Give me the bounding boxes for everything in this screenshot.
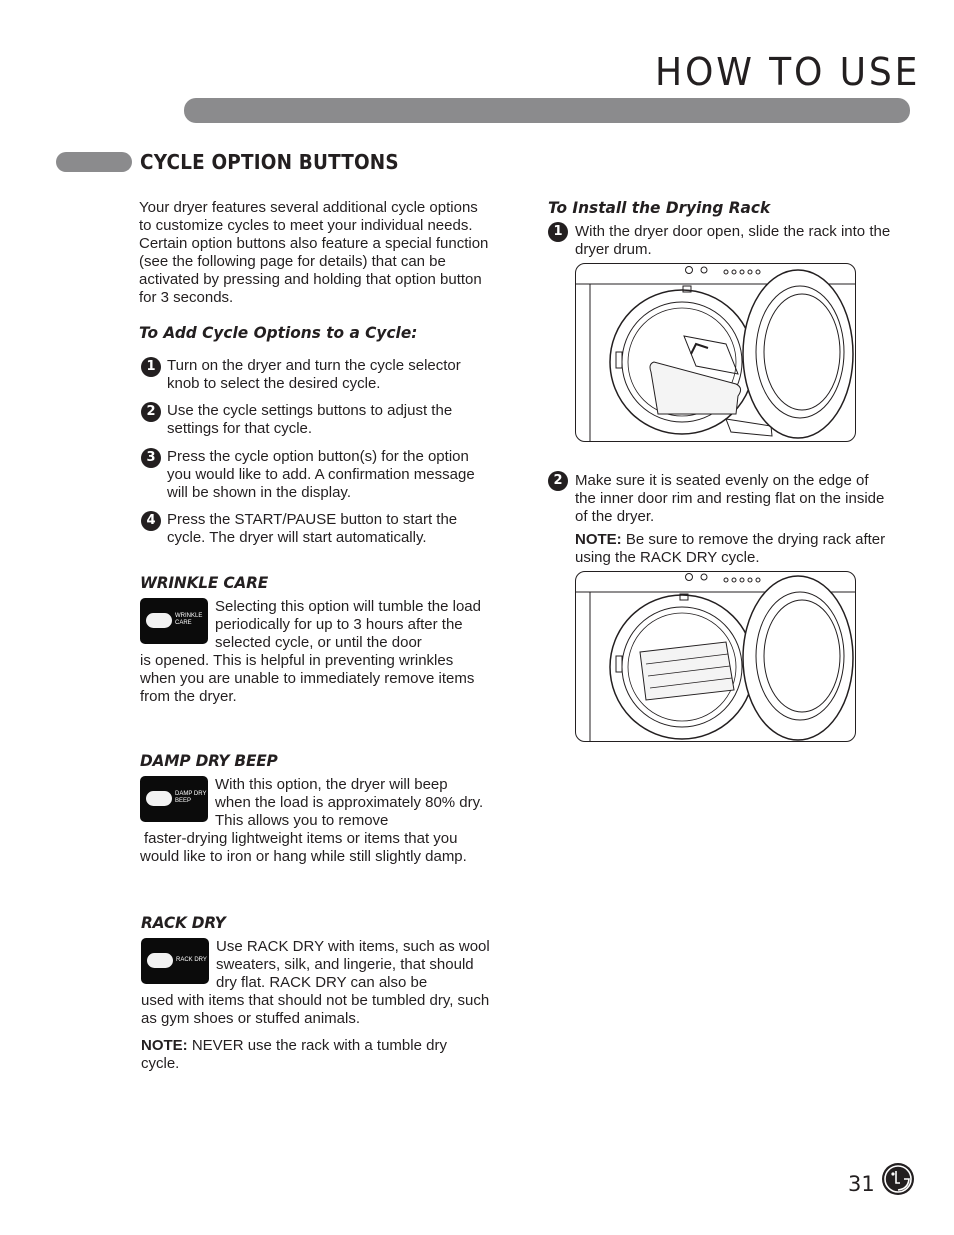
intro-paragraph: Your dryer features several additional cycle options to customize cycles to meet your individual needs. Certain option buttons also feature a special function (see the following page for details) that can be activated by pressing and holding that option button for 3 seconds.	[139, 199, 489, 306]
install-note-label: NOTE:	[575, 531, 622, 548]
section-marker	[56, 152, 132, 172]
lg-logo-icon	[882, 1163, 914, 1195]
install-step-text-2: Make sure it is seated evenly on the edge of the inner door rim and resting flat on the inside of the dryer.	[575, 472, 885, 525]
button-pill-icon	[147, 953, 173, 968]
damp-dry-beep-text-cont: faster-drying lightweight items or items that you would like to iron or hang while still slightly damp.	[140, 830, 467, 865]
rack-dry-note	[141, 1037, 451, 1073]
note-label: NOTE:	[141, 1037, 188, 1054]
damp-dry-beep-button-image	[140, 776, 208, 822]
lg-logo-mark	[882, 1163, 914, 1195]
rack-dry-text: Use RACK DRY with items, such as wool sweaters, silk, and lingerie, that should dry flat. RACK DRY can also be	[216, 938, 490, 991]
dryer-rack-illustration-2	[575, 571, 856, 742]
header-bar	[184, 98, 910, 123]
dryer-rack-illustration-1	[575, 263, 856, 442]
step-text-2: Use the cycle settings buttons to adjust the settings for that cycle.	[167, 402, 453, 437]
install-step-number-1: 1	[548, 222, 568, 242]
damp-dry-beep-heading: DAMP DRY BEEP	[140, 751, 278, 770]
page-header-title: HOW TO USE	[655, 50, 921, 94]
page-number: 31	[848, 1172, 875, 1196]
button-pill-icon	[146, 791, 172, 806]
wrinkle-care-button-label: WRINKLE CARE	[175, 613, 203, 626]
step-text-1: Turn on the dryer and turn the cycle selector knob to select the desired cycle.	[167, 357, 461, 392]
dryer-drawing-2	[576, 572, 856, 742]
rack-dry-button-image	[141, 938, 209, 984]
step-number-1: 1	[141, 357, 161, 377]
install-step-text-1: With the dryer door open, slide the rack into the dryer drum.	[575, 223, 891, 258]
step-number-2: 2	[141, 402, 161, 422]
add-options-heading: To Add Cycle Options to a Cycle:	[139, 323, 418, 342]
install-rack-heading: To Install the Drying Rack	[548, 198, 771, 217]
step-text-4: Press the START/PAUSE button to start the cycle. The dryer will start automatically.	[167, 511, 458, 546]
rack-dry-button-label: RACK DRY	[176, 957, 207, 963]
section-title: CYCLE OPTION BUTTONS	[140, 150, 399, 174]
wrinkle-care-heading: WRINKLE CARE	[140, 573, 269, 592]
wrinkle-care-text-cont: is opened. This is helpful in preventing wrinkles when you are unable to immediately remove items from the dryer.	[140, 652, 475, 705]
install-note	[575, 531, 890, 567]
step-text-3: Press the cycle option button(s) for the option you would like to add. A confirmation message will be shown in the display.	[167, 448, 475, 501]
damp-dry-beep-text: With this option, the dryer will beep when the load is approximately 80% dry. This allows you to remove	[215, 776, 484, 829]
damp-dry-beep-button-label: DAMP DRY BEEP	[175, 791, 207, 804]
step-number-4: 4	[141, 511, 161, 531]
step-number-3: 3	[141, 448, 161, 468]
rack-dry-text-cont: used with items that should not be tumbled dry, such as gym shoes or stuffed animals.	[141, 992, 490, 1027]
install-step-number-2: 2	[548, 471, 568, 491]
install-note-text: Be sure to remove the drying rack after using the RACK DRY cycle.	[575, 531, 886, 566]
rack-dry-heading: RACK DRY	[141, 913, 226, 932]
wrinkle-care-text: Selecting this option will tumble the load periodically for up to 3 hours after the selected cycle, or until the door	[215, 598, 481, 651]
dryer-drawing-1	[576, 264, 856, 442]
note-text: NEVER use the rack with a tumble dry cycle.	[141, 1037, 447, 1072]
wrinkle-care-button-image	[140, 598, 208, 644]
button-pill-icon	[146, 613, 172, 628]
